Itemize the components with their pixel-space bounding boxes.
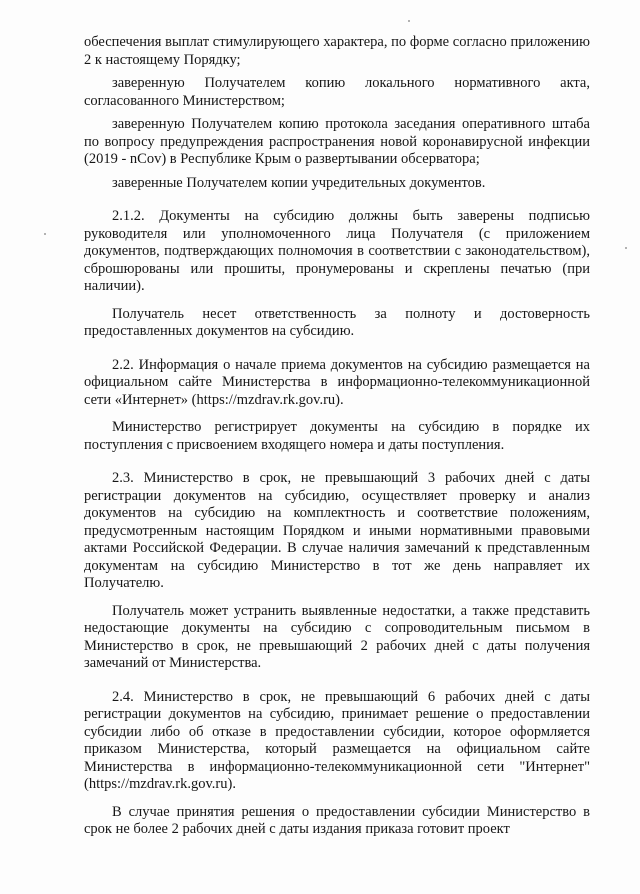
paragraph: В случае принятия решения о предоставлении субсидии Министерство в срок не более 2 рабочих дней с даты издания приказа готовит проект	[84, 803, 590, 837]
paragraph: обеспечения выплат стимулирующего характера, по форме согласно приложению 2 к настоящему Порядку;	[84, 34, 590, 68]
paragraph: Получатель может устранить выявленные недостатки, а также представить недостающие документы на субсидию с сопроводительным письмом в Министерство в срок, не превышающий 2 рабочих дней с даты получения замечаний от Министерства.	[84, 602, 590, 671]
paragraph: заверенную Получателем копию протокола заседания оперативного штаба по вопросу предупреждения распространения новой коронавирусной инфекции (2019 - nCov) в Республике Крым о развертывании обсерватора;	[84, 116, 590, 167]
paragraph: Министерство регистрирует документы на субсидию в порядке их поступления с присвоением входящего номера и даты поступления.	[84, 419, 590, 453]
paragraph: Получатель несет ответственность за полноту и достоверность предоставленных документов на субсидию.	[84, 305, 590, 339]
paragraph: 2.3. Министерство в срок, не превышающий 3 рабочих дней с даты регистрации документов на субсидию, осуществляет проверку и анализ документов на субсидию на комплектность и соответствие положениям, предусмотренным настоящим Порядком и иными нормативными правовыми актами Российской Федерации. В случае наличия замечаний к представленным документам на субсидию Министерство в тот же день направляет их Получателю.	[84, 470, 590, 591]
document-body	[84, 34, 590, 839]
paragraph: заверенную Получателем копию локального нормативного акта, согласованного Министерством;	[84, 75, 590, 109]
paragraph: 2.2. Информация о начале приема документов на субсидию размещается на официальном сайте Министерства в информационно-телекоммуникационной сети «Интернет» (https://mzdrav.rk.gov.ru).	[84, 356, 590, 408]
scan-speck	[44, 233, 46, 235]
paragraph: 2.1.2. Документы на субсидию должны быть заверены подписью руководителя или уполномоченного лица Получателя (с приложением документов, подтверждающих полномочия в соответствии с законодательством), сброшюрованы или прошиты, пронумерованы и скреплены печатью (при наличии).	[84, 208, 590, 294]
scan-speck	[625, 247, 627, 249]
paragraph: 2.4. Министерство в срок, не превышающий 6 рабочих дней с даты регистрации документов на субсидию, принимает решение о предоставлении субсидии либо об отказе в предоставлении субсидии, которое оформляется приказом Министерства, который размещается на официальном сайте Министерства в информационно-телекоммуникационной сети "Интернет" (https://mzdrav.rk.gov.ru).	[84, 688, 590, 792]
paragraph: заверенные Получателем копии учредительных документов.	[112, 174, 486, 191]
scan-speck	[408, 20, 410, 22]
